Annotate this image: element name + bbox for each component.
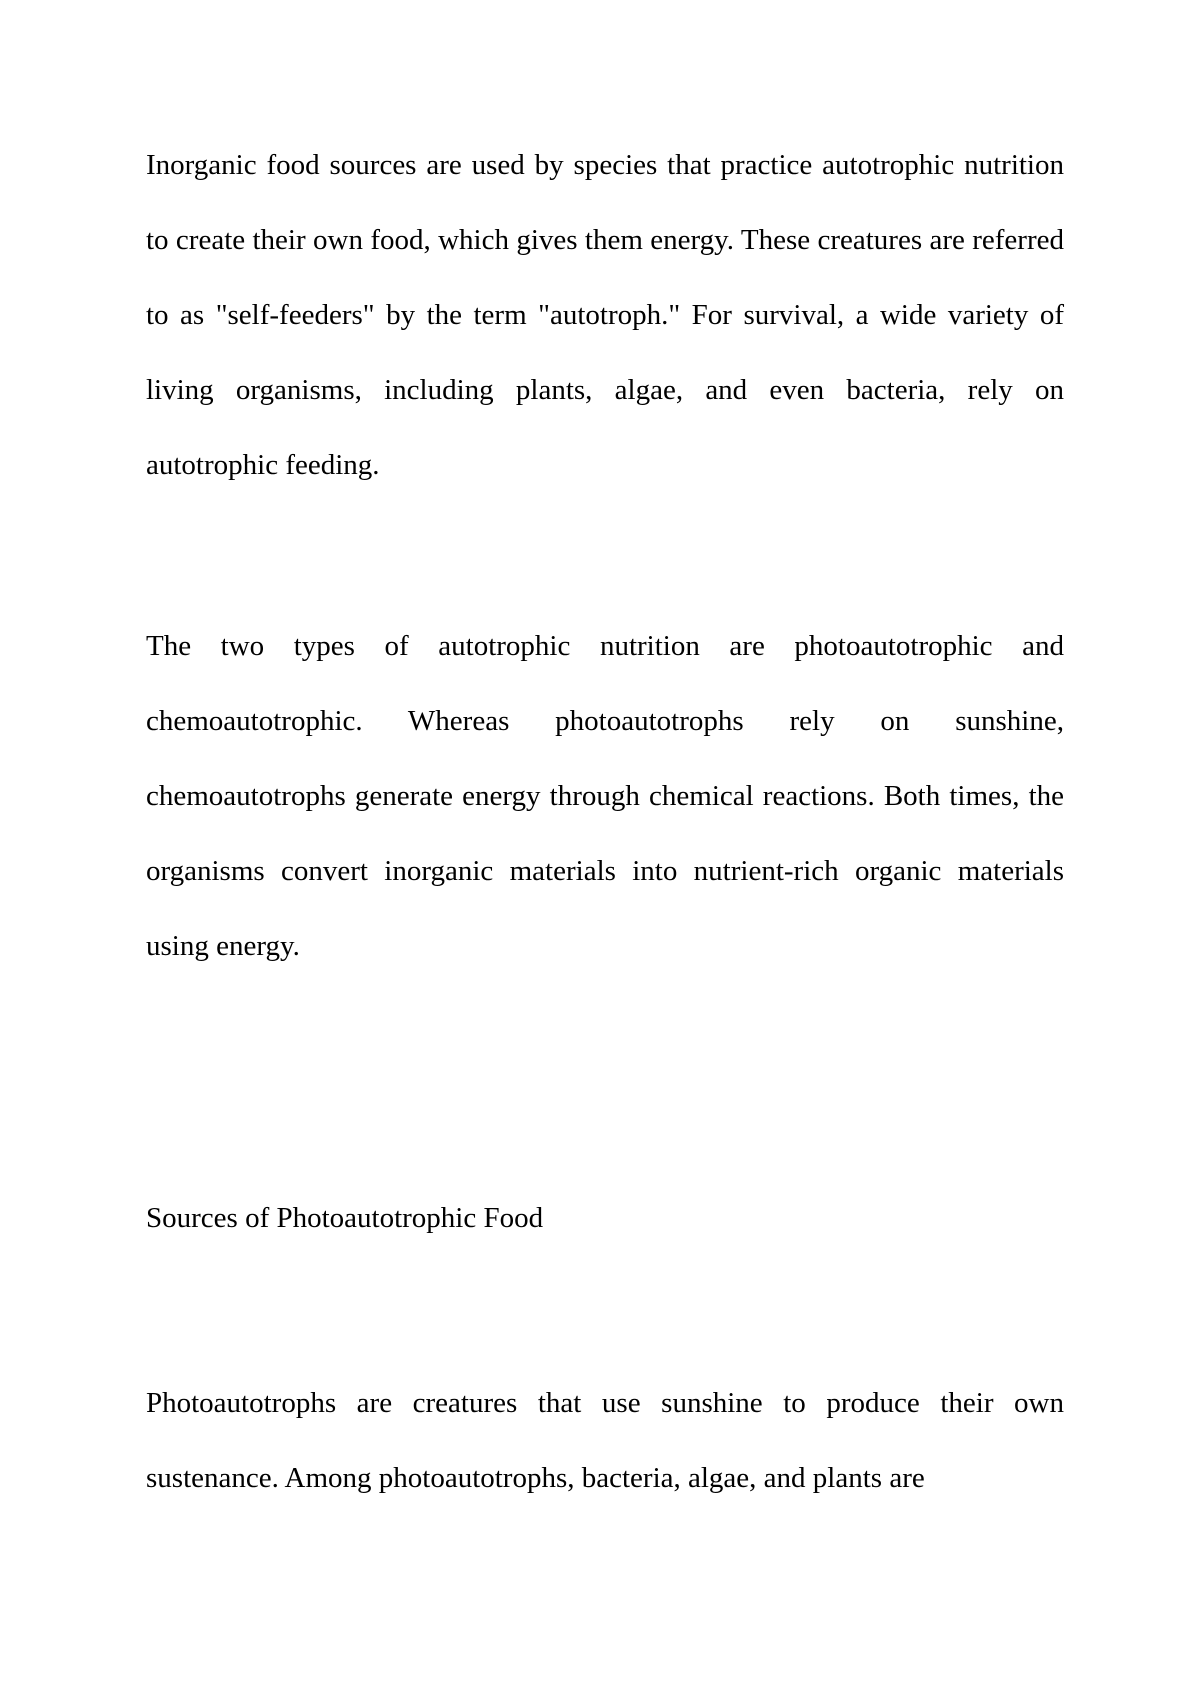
body-paragraph-nutrition-types: The two types of autotrophic nutrition are photoautotrophic and chemoautotrophic. Whereas photoautotrophs rely on sunshine, chemoautotrophs generate energy through chemical reactions. Both times, the organisms convert inorganic materials into nutrient-rich organic materials using energy. <box>146 630 1064 962</box>
section-heading: Sources of Photoautotrophic Food <box>146 1202 544 1234</box>
body-paragraph-photoautotrophs: Photoautotrophs are creatures that use sunshine to produce their own sustenance. Among photoautotrophs, bacteria, algae, and plants are <box>146 1387 1064 1494</box>
body-paragraph-autotrophic-intro: Inorganic food sources are used by species that practice autotrophic nutrition to create their own food, which gives them energy. These creatures are referred to as "self-feeders" by the term "autotroph." For survival, a wide variety of living organisms, including plants, algae, and even bacteria, rely on autotrophic feeding. <box>146 149 1064 481</box>
